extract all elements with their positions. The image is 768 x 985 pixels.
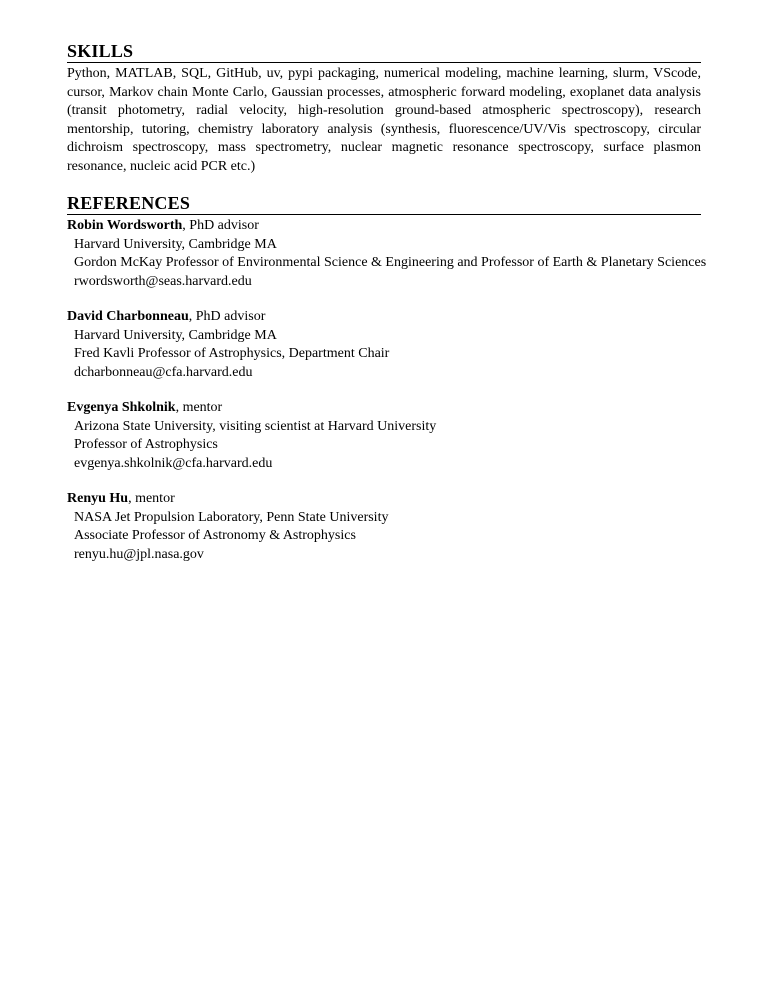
reference-name: Renyu Hu [67,491,129,506]
reference-email: renyu.hu@jpl.nasa.gov [74,546,204,562]
skills-heading: SKILLS [67,41,134,61]
reference-header [67,399,701,418]
reference-institution: NASA Jet Propulsion Laboratory, Penn State University [74,509,389,525]
reference-entry [67,217,707,291]
reference-entry [67,308,701,382]
reference-role: , PhD advisor [182,218,259,233]
reference-position: Fred Kavli Professor of Astrophysics, Department Chair [74,346,390,361]
reference-email: dcharbonneau@cfa.harvard.edu [74,364,253,380]
reference-role: , mentor [175,400,223,415]
reference-position: Associate Professor of Astronomy & Astrophysics [74,528,356,543]
references-divider [67,214,701,215]
reference-header [67,217,701,236]
reference-institution: Arizona State University, visiting scientist at Harvard University [74,418,437,434]
reference-position: Gordon McKay Professor of Environmental Science & Engineering and Professor of Earth & Planetary Sciences [74,255,707,270]
reference-name: David Charbonneau [67,309,189,324]
reference-name: Robin Wordsworth [67,218,183,233]
reference-entry [67,490,701,564]
reference-email: rwordsworth@seas.harvard.edu [74,273,252,289]
reference-role: , PhD advisor [188,309,266,324]
resume-page [67,40,707,581]
references-section [67,192,707,564]
reference-institution: Harvard University, Cambridge MA [74,236,277,252]
reference-position: Professor of Astrophysics [74,437,218,452]
references-heading: REFERENCES [67,193,191,213]
skills-text: Python, MATLAB, SQL, GitHub, uv, pypi packaging, numerical modeling, machine learning, slurm, VScode, cursor, Markov chain Monte Carlo, Gaussian processes, atmospheric forward modeling, exoplanet data analysis (transit photometry, radial velocity, high-resolution ground-based atmospheric spectroscopy), research mentorship, tutoring, chemistry laboratory analysis (synthesis, fluorescence/UV/Vis spectroscopy, circular dichroism spectroscopy, mass spectrometry, nuclear magnetic resonance spectroscopy, surface plasmon resonance, nucleic acid PCR etc.) [67,66,701,174]
reference-role: , mentor [128,491,175,506]
reference-header [67,490,701,509]
reference-institution: Harvard University, Cambridge MA [74,327,277,343]
skills-divider [67,62,701,63]
reference-email: evgenya.shkolnik@cfa.harvard.edu [74,455,273,471]
reference-name: Evgenya Shkolnik [67,400,176,415]
reference-header [67,308,701,327]
skills-section [67,40,701,176]
reference-entry [67,399,701,473]
